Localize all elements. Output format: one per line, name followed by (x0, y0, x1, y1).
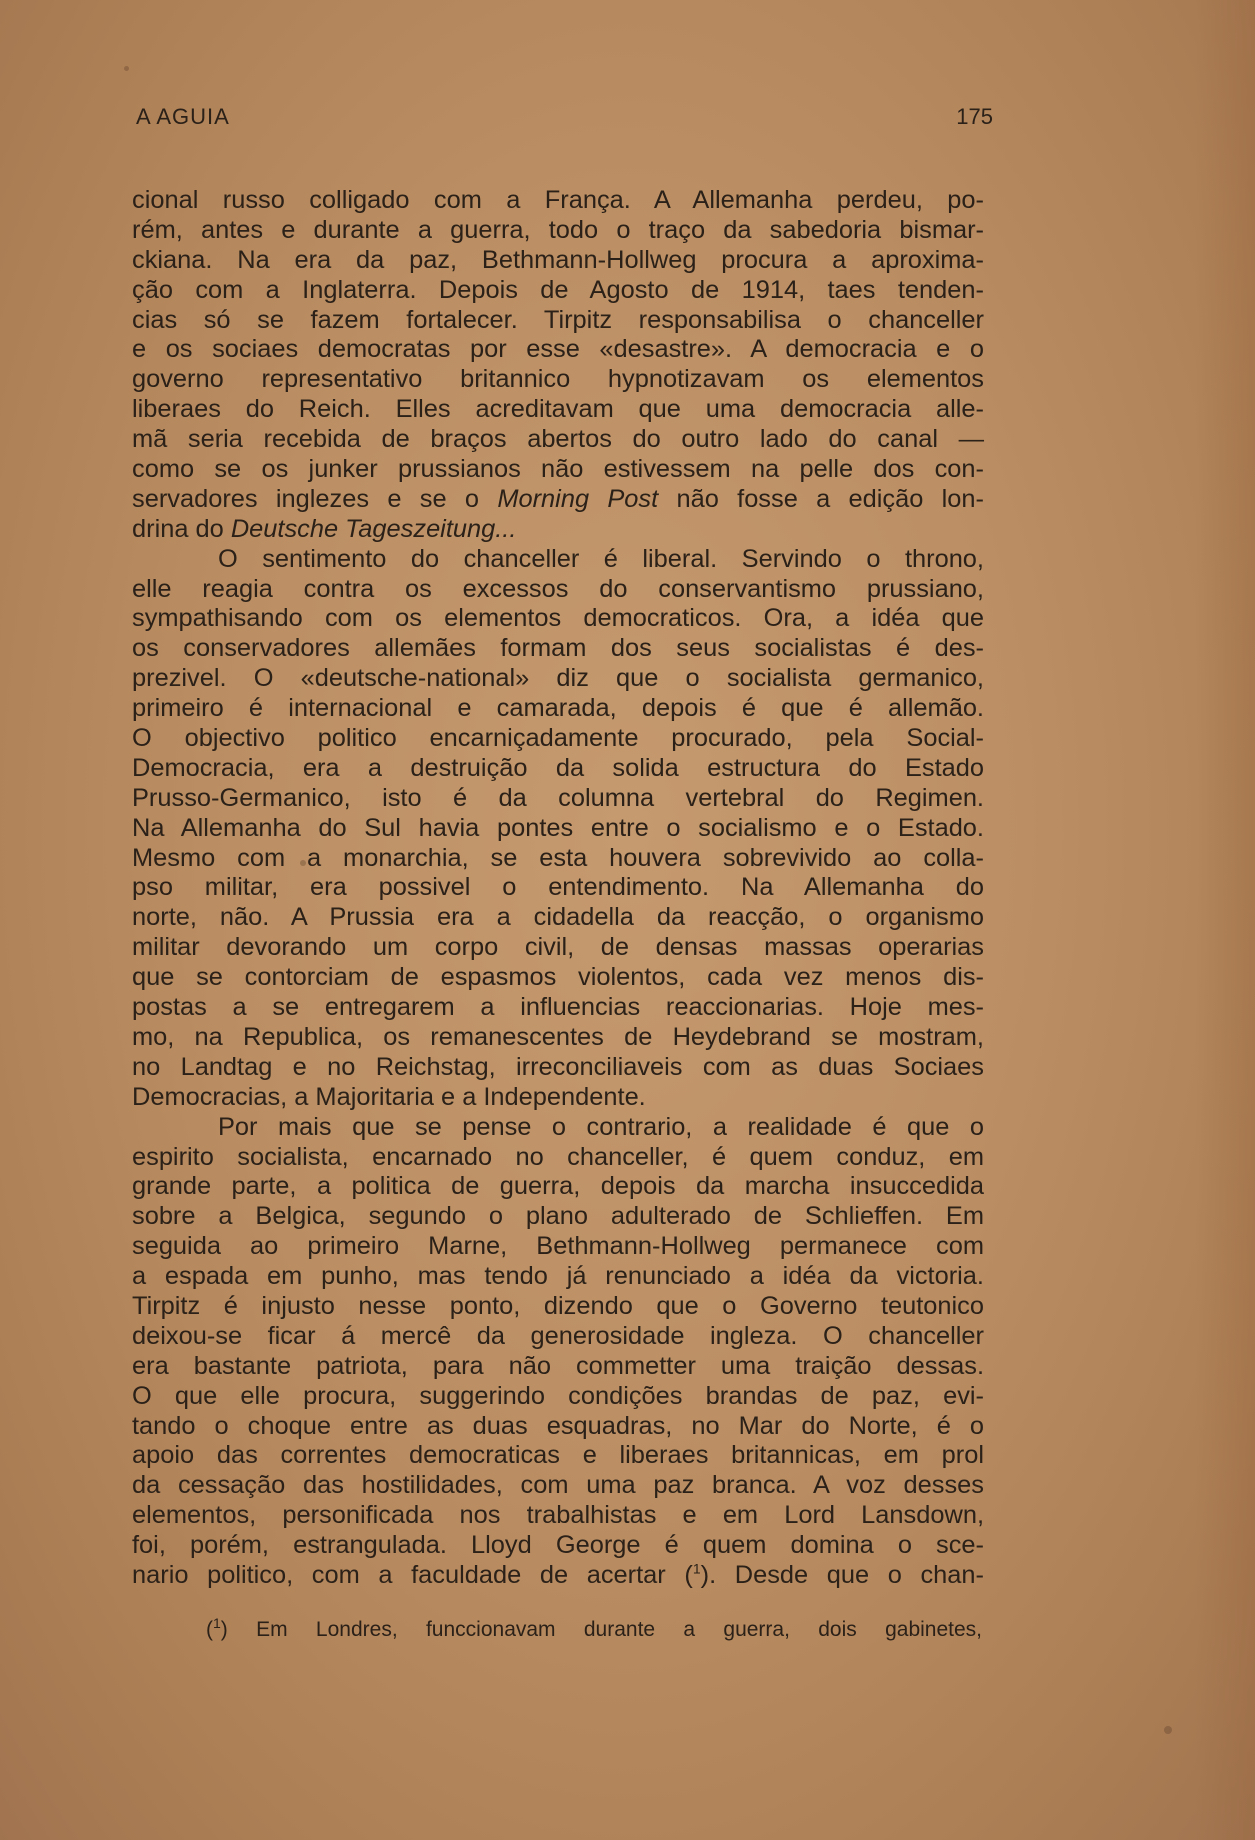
footnote (206, 1615, 982, 1642)
text-line: mo, na Republica, os remanescentes de Heydebrand se mostram, (132, 1022, 984, 1051)
text-line: O objectivo politico encarniçadamente procurado, pela Social- (132, 724, 984, 753)
text-line (132, 485, 984, 515)
italic-title-deutsche-tageszeitung: Deutsche Tageszeitung... (230, 514, 517, 543)
text-line: Prusso-Germanico, isto é da columna vertebral do Regimen. (132, 783, 984, 812)
text-line: prezivel. O «deutsche-national» diz que o socialista germanico, (132, 664, 984, 693)
footnote-text: Em Londres, funccionavam durante a guerra, dois gabinetes, (227, 1618, 982, 1641)
text-line: Na Allemanha do Sul havia pontes entre o socialismo e o Estado. (132, 813, 984, 842)
text-line: que se contorciam de espasmos violentos, cada vez menos dis- (132, 963, 984, 992)
paper-spot (1164, 1726, 1172, 1734)
text-line: liberaes do Reich. Elles acreditavam que uma democracia alle- (132, 395, 984, 424)
text-line: mã seria recebida de braços abertos do outro lado do canal — (132, 425, 984, 454)
running-title: A AGUIA (136, 104, 230, 129)
text-line: militar devorando um corpo civil, de densas massas operarias (132, 933, 984, 962)
text-line: Tirpitz é injusto nesse ponto, dizendo que o Governo teutonico (132, 1291, 984, 1320)
text-line: foi, porém, estrangulada. Lloyd George é quem domina o sce- (132, 1531, 984, 1560)
text-line: apoio das correntes democraticas e liberaes britannicas, em prol (132, 1441, 984, 1470)
page-number: 175 (956, 104, 993, 129)
italic-title-morning-post: Morning Post (497, 484, 659, 513)
footnote-reference: 1 (692, 1560, 701, 1577)
text-line: cias só se fazem fortalecer. Tirpitz responsabilisa o chanceller (132, 305, 984, 334)
text-line: ckiana. Na era da paz, Bethmann-Hollweg procura a aproxima- (132, 245, 984, 274)
text-line: norte, não. A Prussia era a cidadella da reacção, o organismo (132, 903, 984, 932)
body-text (132, 186, 984, 1591)
text-line: O que elle procura, suggerindo condições brandas de paz, evi- (132, 1381, 984, 1410)
footnote-marker-number: 1 (213, 1615, 221, 1631)
text-line: elle reagia contra os excessos do conservantismo prussiano, (132, 574, 984, 603)
page-header (136, 104, 993, 134)
text-line (132, 515, 984, 545)
page-edge-shadow (1195, 0, 1255, 1840)
text-line: sympathisando com os elementos democraticos. Ora, a idéa que (132, 604, 984, 633)
text-line: Mesmo com a monarchia, se esta houvera sobrevivido ao colla- (132, 843, 984, 872)
text-line: governo representativo britannico hypnotizavam os elementos (132, 365, 984, 394)
text-fragment: servadores inglezes e se o (132, 484, 498, 513)
text-line: espirito socialista, encarnado no chanceller, é quem conduz, em (132, 1142, 984, 1171)
text-line: era bastante patriota, para não commetter uma traição dessas. (132, 1351, 984, 1380)
text-line: a espada em punho, mas tendo já renunciado a idéa da victoria. (132, 1262, 984, 1291)
text-line: grande parte, a politica de guerra, depois da marcha insuccedida (132, 1172, 984, 1201)
text-line: primeiro é internacional e camarada, depois é que é allemão. (132, 694, 984, 723)
text-line: cional russo colligado com a França. A Allemanha perdeu, po- (132, 186, 984, 214)
text-line: seguida ao primeiro Marne, Bethmann-Hollweg permanece com (132, 1232, 984, 1261)
text-line: elementos, personificada nos trabalhistas e em Lord Lansdown, (132, 1501, 984, 1530)
footnote-marker-close: ) (220, 1618, 228, 1641)
text-line: e os sociaes democratas por esse «desastre». A democracia e o (132, 335, 984, 364)
text-fragment: . Desde que o chan- (709, 1560, 984, 1589)
text-line: deixou-se ficar á mercê da generosidade ingleza. O chanceller (132, 1321, 984, 1350)
text-fragment: não fosse a edição lon- (658, 484, 985, 513)
text-line: da cessação das hostilidades, com uma paz branca. A voz desses (132, 1471, 984, 1500)
text-fragment: nario politico, com a faculdade de acertar (132, 1560, 685, 1589)
text-fragment: drina do (132, 514, 231, 543)
text-line: os conservadores allemães formam dos seus socialistas é des- (132, 634, 984, 663)
text-line: no Landtag e no Reichstag, irreconciliaveis com as duas Sociaes (132, 1052, 984, 1081)
text-line: tando o choque entre as duas esquadras, no Mar do Norte, é o (132, 1411, 984, 1440)
paper-spot (124, 66, 129, 71)
text-line: ção com a Inglaterra. Depois de Agosto de 1914, taes tenden- (132, 275, 984, 304)
text-line: Democracia, era a destruição da solida estructura do Estado (132, 753, 984, 782)
paragraph-start-line: Por mais que se pense o contrario, a realidade é que o (218, 1112, 984, 1141)
footnote-marker-open: ( (206, 1618, 213, 1641)
text-line: Democracias, a Majoritaria e a Independente. (132, 1082, 646, 1111)
text-line: como se os junker prussianos não estivessem na pelle dos con- (132, 455, 984, 484)
text-line: rém, antes e durante a guerra, todo o traço da sabedoria bismar- (132, 215, 984, 244)
text-line: pso militar, era possivel o entendimento. Na Allemanha do (132, 873, 984, 902)
text-line: postas a se entregarem a influencias reaccionarias. Hoje mes- (132, 993, 984, 1022)
paragraph-start-line: O sentimento do chanceller é liberal. Servindo o throno, (218, 544, 984, 573)
text-line: sobre a Belgica, segundo o plano adulterado de Schlieffen. Em (132, 1202, 984, 1231)
text-line: nario politico, com a faculdade de acertar ($^1$). Desde que o chan- (132, 1560, 984, 1589)
